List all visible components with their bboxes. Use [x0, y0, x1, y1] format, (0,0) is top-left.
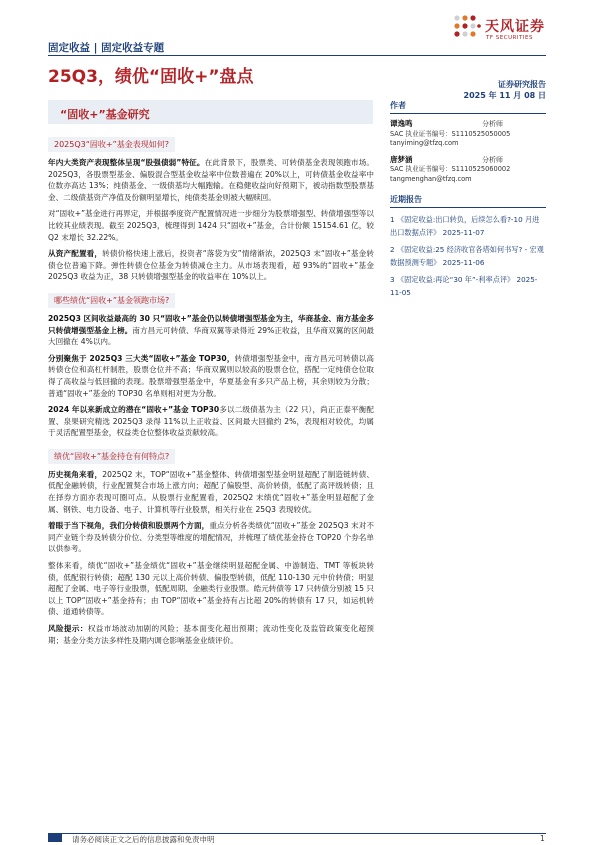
author-card — [390, 155, 546, 185]
report-date: 2025 年 11 月 08 日 — [463, 91, 546, 100]
authors-heading: 作者 — [390, 100, 546, 114]
risk-warning: 风险提示：权益市场波动加剧的风险；基本面变化超出预期；流动性变化及监管政策变化超预期；基金分类方法多样性及期内调仓影响基金业绩评价。 — [48, 624, 375, 645]
paragraph: 2024 年以来新成立的潜在“固收+”基金 TOP30多以二级债基为主（22 只），尚正正泰平衡配置、泉果研究精选 2025Q3 录得 11%以上正收益、区间最大回撤约 2%，表现相对较优，均属于灵活配置型基金，权益类仓位整体收益贡献较高。 — [48, 405, 374, 438]
author-email[interactable]: tanyiming@tfzq.com — [390, 139, 459, 147]
paragraph: 着眼于当下视角，我们分转债和股票两个方面，重点分析各类绩优“固收+”基金 2025Q3 末对不同产业链个券及转债分价位、分类型等维度的增配情况，并梳理了绩优基金持仓 TOP20 个券名单以供参考。 — [48, 521, 374, 554]
recent-report-link[interactable]: 2 《固定收益:25 经济收官各塔如何书写? - 宏观数据预测专题》 2025-11-06 — [390, 245, 544, 267]
footer-disclaimer: 请务必阅读正文之后的信息披露和免责申明 — [72, 835, 215, 844]
header-divider — [48, 55, 546, 56]
author-card — [390, 119, 546, 149]
paragraph: 分别聚焦于 2025Q3 三大类“固收+”基金 TOP30，转债增强型基金中，南方昌元可转债以高转债仓位和高杠杆制胜，股票仓位并不高；华商双翼则以较高的股票仓位，搭配一定纯债仓位取得了高收益与低回撤的表现。股票增强型基金中，华夏基金有多只产品上榜，其余则较为分散；普通“固收+”基金的 TOP30 名单则相对更为分散。 — [48, 353, 375, 398]
company-logo-icon — [453, 14, 481, 42]
author-sac: SAC 执业证书编号：S1110525050005 — [390, 129, 511, 138]
footer-marker — [48, 834, 62, 842]
author-email[interactable]: tangmenghan@tfzq.com — [390, 174, 472, 183]
author-sac: SAC 执业证书编号：S1110525060002 — [390, 165, 511, 173]
section-heading: 绩优“固收+”基金持仓有何特点? — [48, 449, 175, 464]
paragraph: 整体来看，绩优“固收+”基金绩优“固收+”基金继续明显超配金属、中游制造、TMT 等板块转债，低配银行转债；超配 130 元以上高价转债、偏股型转债，低配 110-130 元中价转债；明显超配了金属、电子等行业股票，低配周期、金融类行业股票。皓元转债等 17 只转债分别被 15 只以上 TOP“固收+”基金持有；由 TOP“固收+”基金持有占比超 20%的转债有 17 只，如运机转债、道通转债等。 — [48, 561, 374, 617]
recent-report-link[interactable]: 3 《固定收益:再论“30 年”-利率点评》 2025-11-05 — [390, 275, 538, 297]
paragraph: 2025Q3 区间收益最高的 30 只“固收+”基金仍以转债增强型基金为主，华商基金、南方基金多只转债增强型基金上榜。南方昌元可转债、华商双翼等录得近 29%正收益，且华商双翼的区间最大回撤在 4%以内。 — [48, 313, 374, 347]
page-number: 1 — [540, 834, 545, 843]
sidebar — [390, 100, 546, 303]
paragraph: 年内大类资产表现整体呈现“股强债弱”特征。在此背景下，股票类、可转债基金表现领跑市场。2025Q3，各股票型基金、偏股混合型基金收益率中位数普遍在 20%以上，可转债基金收益率中位数亦高达 13%；纯债基金、一级债基均大幅跑输。在稳健收益向好预期下，被动指数型股票基金、二级债基资产净值及份额明显增长，纯债类基金则被大幅赎回。 — [48, 158, 375, 202]
main-content — [48, 132, 374, 651]
section-heading: 哪些绩优“固收+”基金领跑市场? — [48, 293, 175, 308]
paragraph: 历史视角来看，2025Q2 末，TOP“固收+”基金整体、转债增强型基金明显超配了制造链转债、低配金融转债，行业配置契合市场上涨方向；超配了偏股型、高价转债，低配了高评级转债；且在择券方面亦表现可圈可点。从股票行业配置看，2025Q2 末绩优“固收+”基金明显超配了金属、钢铁、电力设备、电子、计算机等行业股票，相关行业在 25Q3 表现较优。 — [48, 469, 374, 514]
logo-text-en: TF SECURITIES — [486, 35, 533, 41]
page-title: 25Q3，绩优“固收+”盘点 — [48, 67, 254, 87]
report-type: 证券研究报告 — [498, 80, 546, 89]
author-role: 分析师 — [482, 120, 503, 128]
subtitle: “固收+”基金研究 — [60, 108, 150, 121]
author-role: 分析师 — [482, 155, 503, 164]
recent-report-link[interactable]: 1 《固定收益:出口转负，后续怎么看?-10 月进出口数据点评》 2025-11-07 — [390, 215, 540, 237]
section-heading: 2025Q3“固收+”基金表现如何? — [48, 137, 175, 152]
paragraph: 对“固收+”基金进行再界定，并根据季度资产配置情况进一步细分为股票增强型、转债增强型等以比较其业绩表现。截至 2025Q3，梳理得到 1424 只“固收+”基金，合计份额 15154.61 亿，较 Q2 末增长 32.22%。 — [48, 209, 374, 242]
logo-text-cn: 天风证券 — [485, 19, 545, 35]
paragraph: 从资产配置看，转债价格快速上涨后，投资者“落袋为安”情绪渐浓，2025Q3 末“固收+”基金转债仓位普遍下降。弹性转债仓位基金为转债减仓主力。从市场表现看，超 93%的“固收+”基金 2025Q3 收益为正，38 只转债增强型基金的收益率在 10%以上。 — [48, 249, 374, 282]
author-name: 唐梦涵 — [390, 154, 413, 164]
breadcrumb: 固定收益 | 固定收益专题 — [48, 42, 165, 54]
author-name: 谭逸鸣 — [390, 119, 413, 128]
recent-reports-heading: 近期报告 — [390, 194, 546, 208]
